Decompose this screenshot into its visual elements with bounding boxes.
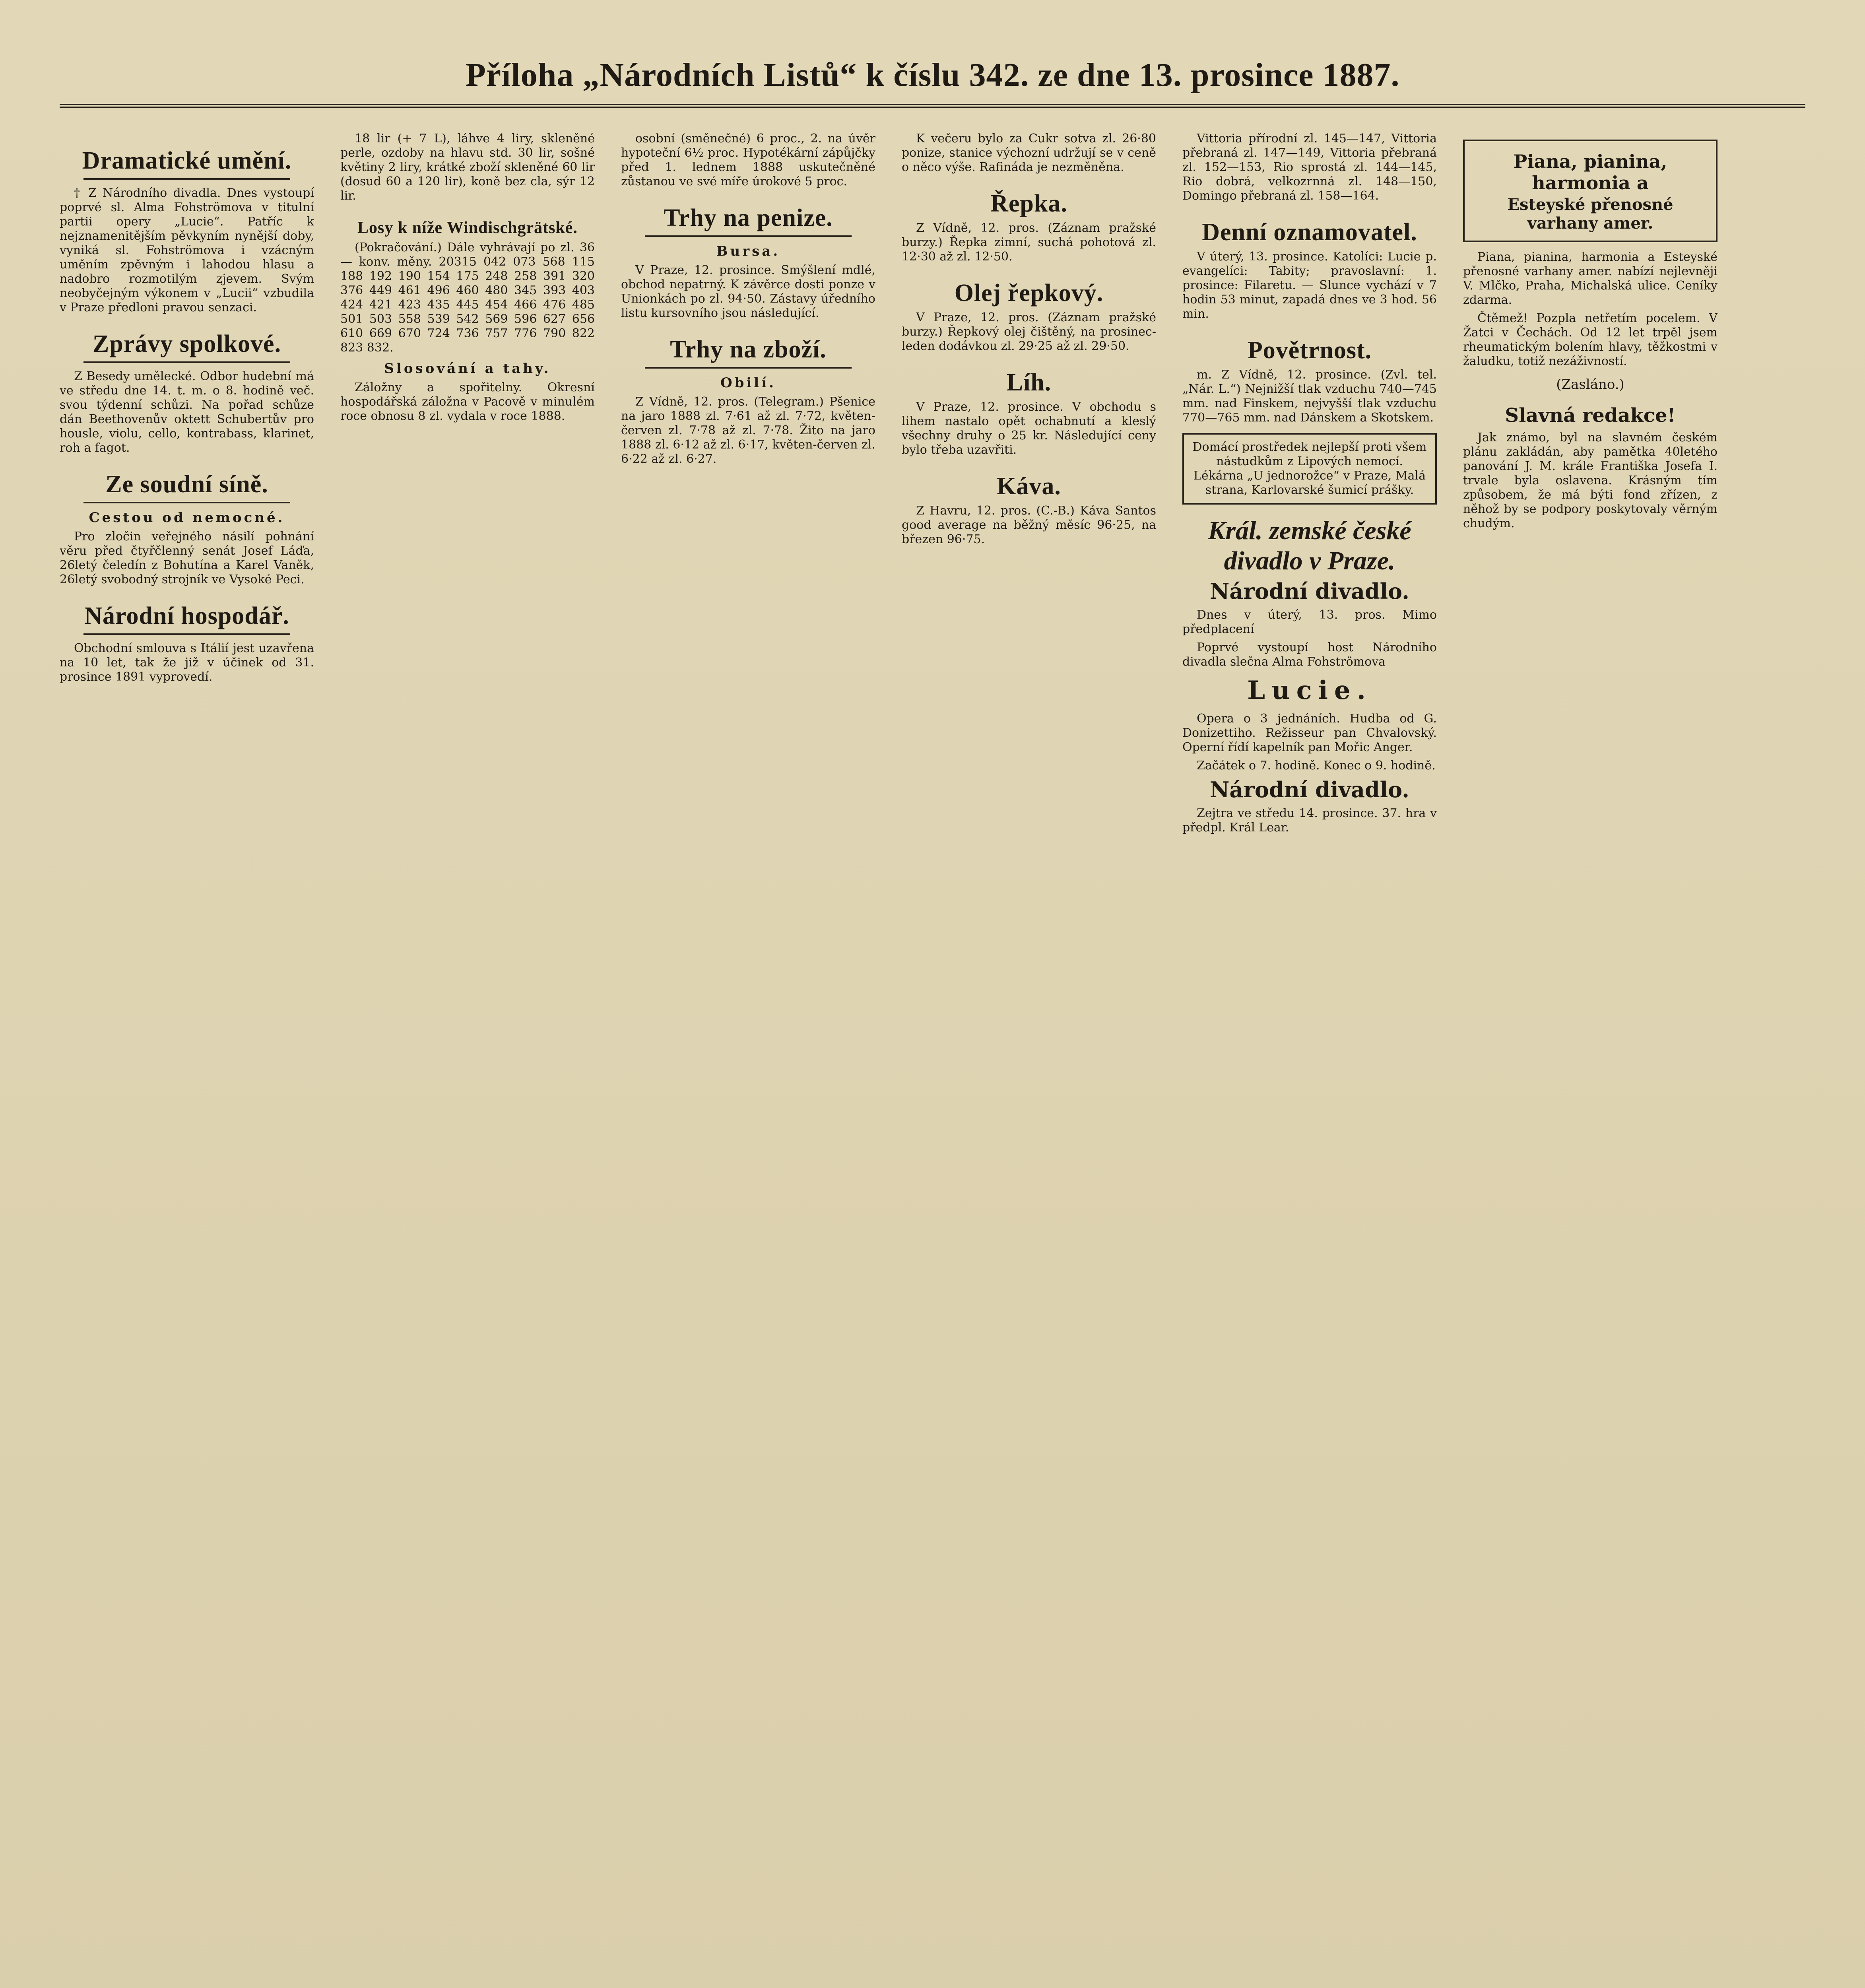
- narodni-divadlo-text: Zejtra ve středu 14. prosince. 37. hra v předpl. Král Lear.: [1182, 806, 1437, 835]
- section-text: Jak známo, byl na slavném českém plánu zakládán, aby pamětka 40letého panování J. M. krále Františka Josefa I. trvale byla oslavena. Krásným tím způsobem, že má býti fond zřízen, z něhož by se podpory poskytovaly věrným chudým.: [1463, 431, 1718, 530]
- theatre-description: Opera o 3 jednáních. Hudba od G. Donizettiho. Režisseur pan Chvalovský. Operní řídí kapelník pan Mořic Anger.: [1182, 712, 1437, 754]
- section-text: Vittoria přírodní zl. 145—147, Vittoria přebraná zl. 147—149, Vittoria přebraná zl. 152—153, Rio sprostá zl. 144—145, Rio dobrá, velkozrnná zl. 148—150, Domingo přebraná zl. 158—164.: [1182, 132, 1437, 203]
- section-rule: [645, 367, 852, 369]
- section-title-trhy-zbozi: Trhy na zboží.: [670, 336, 827, 363]
- section-text: m. Z Vídně, 12. prosince. (Zvl. tel. „Nár. L.“) Nejnižší tlak vzduchu 740—745 mm. nad Finskem, nejvyšší tlak vzduchu 770—765 mm. nad Dánskem a Skotskem.: [1182, 368, 1437, 425]
- column-3: [621, 132, 875, 1988]
- domaci-ad-text: Domácí prostředek nejlepší proti všem nástudkům z Lipových nemocí. Lékárna „U jednorožce“ v Praze, Malá strana, Karlovarské šumicí prášky.: [1192, 440, 1427, 497]
- section-text: Z Besedy umělecké. Odbor hudební má ve středu dne 14. t. m. o 8. hodině več. svou týdenní schůzi. Na pořad schůze dán Beethovenův oktett Schubertův pro housle, violu, cello, kontrabass, klarinet, roh a fagot.: [60, 369, 314, 455]
- masthead: Příloha „Národních Listů“ k číslu 342. ze dne 13. prosince 1887.: [60, 56, 1805, 108]
- column-6: [1463, 132, 1718, 1988]
- section-title-repka: Řepka.: [990, 190, 1067, 217]
- section-subtitle: Obilí.: [720, 375, 776, 391]
- column-2: [340, 132, 595, 1988]
- section-text: Čtěmež! Pozpla netřetím pocelem. V Žatci v Čechách. Od 12 let trpěl jsem rheumatickým bolením hlavy, těžkostmi v žaludku, totiž nezáživností.: [1463, 311, 1718, 368]
- section-text: Z Vídně, 12. pros. (Telegram.) Pšenice na jaro 1888 zl. 7·61 až zl. 7·72, květen-červen zl. 7·78 až zl. 7·78. Žito na jaro 1888 zl. 6·12 až zl. 6·17, květen-červen zl. 6·22 až zl. 6·27.: [621, 395, 875, 466]
- theatre-title: Král. zemské české divadlo v Praze.: [1208, 516, 1411, 575]
- section-text: (Pokračování.) Dále vyhrávají po zl. 36 — konv. měny. 20315 042 073 568 115 188 192 190 154 175 248 258 391 320 376 449 461 496 460 480 345 393 403 424 421 423 435 445 454 466 476 485 501 503 558 539 542 569 596 627 656 610 669 670 724 736 757 776 790 822 823 832.: [340, 241, 595, 355]
- columns: [60, 132, 1805, 1988]
- column-4: [902, 132, 1156, 1988]
- domaci-ad-box: [1182, 433, 1437, 505]
- piano-ad-subtitle: Esteyské přenosné varhany amer.: [1507, 195, 1673, 233]
- section-text: Pro zločin veřejného násilí pohnání věru před čtyřčlenný senát Josef Láďa, 26letý čeledín z Bohutína a Karel Vaněk, 26letý svobodný strojník ve Vysoké Peci.: [60, 530, 314, 586]
- section-title-olej: Olej řepkový.: [954, 280, 1104, 307]
- section-rule: [83, 633, 290, 635]
- section-text: osobní (směnečné) 6 proc., 2. na úvěr hypoteční 6½ proc. Hypotékární zápůjčky před 1. lednem 1888 uskutečněné zůstanou ve své míře úrokové 5 proc.: [621, 132, 875, 188]
- section-subtitle: Slosování a tahy.: [384, 361, 551, 377]
- section-text: 18 lir (+ 7 L), láhve 4 liry, skleněné perle, ozdoby na hlavu std. 30 lir, sošné květiny 2 liry, krátké zboží skleněné 60 lir (dosud 60 a 120 lir), koně bez cla, sýr 12 lir.: [340, 132, 595, 203]
- section-text: Obchodní smlouva s Itálií jest uzavřena na 10 let, tak že již v účinek od 31. prosince 1891 vyprovedí.: [60, 641, 314, 684]
- section-rule: [645, 235, 852, 237]
- column-1: [60, 132, 314, 1988]
- column-5: [1182, 132, 1437, 1988]
- section-text: V úterý, 13. prosince. Katolíci: Lucie p. evangelíci: Tabity; pravoslavní: 1. prosince: Filaretu. — Slunce vychází v 7 hodin 53 minut, zapadá dnes ve 3 hod. 56 min.: [1182, 250, 1437, 321]
- section-text: Z Vídně, 12. pros. (Záznam pražské burzy.) Řepka zimní, suchá pohotová zl. 12·30 až zl. 12·50.: [902, 221, 1156, 264]
- section-title-povetrnost: Povětrnost.: [1247, 337, 1372, 364]
- section-text: K večeru bylo za Cukr sotva zl. 26·80 ponize, stanice výchozní udržují se v ceně o něco výše. Rafináda je nezměněna.: [902, 132, 1156, 174]
- section-subtitle: Bursa.: [716, 243, 780, 259]
- section-rule: [83, 361, 290, 363]
- section-text: Z Havru, 12. pros. (C.-B.) Káva Santos good average na běžný měsíc 96·25, na březen 96·75.: [902, 504, 1156, 546]
- theatre-date: Dnes v úterý, 13. pros. Mimo předplacení: [1182, 608, 1437, 636]
- section-title-spolkove: Zprávy spolkové.: [92, 330, 281, 357]
- section-rule: [83, 502, 290, 503]
- section-rule: [83, 178, 290, 180]
- section-text: V Praze, 12. pros. (Záznam pražské burzy.) Řepkový olej čištěný, na prosinec-leden dodávkou zl. 29·25 až zl. 29·50.: [902, 311, 1156, 353]
- slavna-redakce-title: Slavná redakce!: [1505, 404, 1676, 427]
- section-text: † Z Národního divadla. Dnes vystoupí poprvé sl. Alma Fohströmova v titulní partii opery „Lucie“. Patříc k nejznamenitějším pěvkyním nynější doby, vyniká sl. Fohströmova i vzácným uměním zpěvným i lahodou hlasu a nadobro rozmotilým zjevem. Svým neobyčejným výkonem v „Lucii“ vzbudila v Praze předloni pravou senzaci.: [60, 186, 314, 315]
- section-text: V Praze, 12. prosince. V obchodu s lihem nastalo opět ochabnutí a kleslý všechny druhy o 25 kr. Následující ceny bylo třeba uzavřiti.: [902, 400, 1156, 457]
- section-title-soudni: Ze soudní síně.: [105, 471, 268, 498]
- section-title-oznamovatel: Denní oznamovatel.: [1202, 219, 1417, 246]
- section-text: Záložny a spořitelny. Okresní hospodářská záložna v Pacově v minulém roce obnosu 8 zl. vydala v roce 1888.: [340, 381, 595, 423]
- section-title-trhy-penize: Trhy na penize.: [664, 204, 833, 231]
- zaslano-label: (Zasláno.): [1556, 377, 1624, 392]
- narodni-divadlo-title: Národní divadlo.: [1210, 777, 1409, 802]
- section-title-dramatic: Dramatické umění.: [82, 147, 292, 174]
- theatre-start: Začátek o 7. hodině. Konec o 9. hodině.: [1197, 759, 1436, 773]
- section-text: V Praze, 12. prosince. Smýšlení mdlé, obchod nepatrný. K závěrce dosti ponze v Unionkách po zl. 94·50. Zástavy úředního listu kursovního jsou následující.: [621, 263, 875, 320]
- section-subtitle: Cestou od nemocné.: [89, 510, 285, 526]
- piano-ad-box: [1463, 140, 1718, 242]
- section-title-kava: Káva.: [997, 473, 1061, 500]
- theatre-guest: Poprvé vystoupí host Národního divadla slečna Alma Fohströmova: [1182, 641, 1437, 669]
- section-text: Piana, pianina, harmonia a Esteyské přenosné varhany amer. nabízí nejlevněji V. Mlčko, Praha, Michalská ulice. Ceníky zdarma.: [1463, 250, 1718, 307]
- section-title-hospodar: Národní hospodář.: [84, 602, 289, 629]
- section-title-lih: Líh.: [1006, 369, 1052, 396]
- section-title-losy: Losy k níže Windischgrätské.: [357, 219, 578, 237]
- theatre-opera-title: Lucie.: [1247, 676, 1372, 705]
- piano-ad-title: Piana, pianina, harmonia a: [1513, 151, 1667, 194]
- theatre-subtitle: Národní divadlo.: [1210, 579, 1409, 604]
